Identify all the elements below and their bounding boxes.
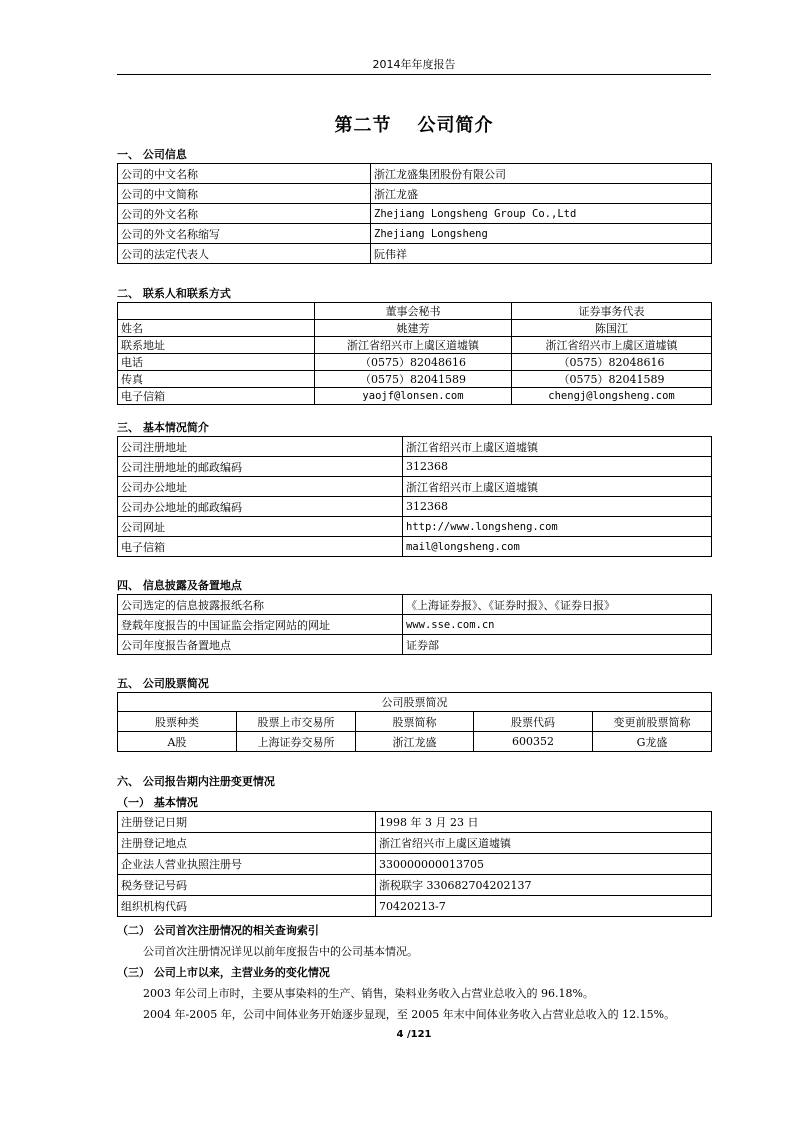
table-row bbox=[118, 204, 712, 224]
row-label: 公司办公地址的邮政编码 bbox=[118, 497, 403, 517]
table-row bbox=[118, 388, 712, 405]
row-value: （0575）82041589 bbox=[512, 371, 712, 388]
row-value: 70420213-7 bbox=[376, 896, 712, 917]
column-header: 股票种类 bbox=[118, 712, 237, 732]
website-link[interactable]: http://www.longsheng.com bbox=[403, 517, 712, 537]
row-value: 浙江龙盛 bbox=[371, 184, 712, 204]
row-value: 《上海证券报》、《证券时报》、《证券日报》 bbox=[403, 595, 712, 615]
row-label: 公司网址 bbox=[118, 517, 403, 537]
table-row bbox=[118, 164, 712, 184]
row-value: 浙税联字 330682704202137 bbox=[376, 875, 712, 896]
table-cell: G龙盛 bbox=[593, 732, 712, 752]
table-row bbox=[118, 854, 712, 875]
table-row bbox=[118, 833, 712, 854]
title-section-number: 第二节 bbox=[334, 115, 392, 136]
section2-heading: 二、 联系人和联系方式 bbox=[117, 287, 231, 300]
email-link[interactable]: mail@longsheng.com bbox=[403, 537, 712, 557]
table-row bbox=[118, 371, 712, 388]
table-header-row bbox=[118, 712, 712, 732]
col-secretary: 董事会秘书 bbox=[315, 303, 512, 320]
business-paragraph-1: 2003 年公司上市时，主要从事染料的生产、销售，染料业务收入占营业总收入的 96.18%。 bbox=[143, 987, 594, 1000]
column-header: 股票代码 bbox=[474, 712, 593, 732]
row-value: 312368 bbox=[403, 457, 712, 477]
column-header: 股票简称 bbox=[356, 712, 474, 732]
table-row bbox=[118, 693, 712, 712]
table-row bbox=[118, 595, 712, 615]
row-label: 注册登记地点 bbox=[118, 833, 376, 854]
page-title bbox=[117, 111, 711, 137]
disclosure-table bbox=[117, 594, 712, 655]
table-row bbox=[118, 477, 712, 497]
stock-table bbox=[117, 692, 712, 752]
column-header: 变更前股票简称 bbox=[593, 712, 712, 732]
table-row bbox=[118, 497, 712, 517]
row-value: 浙江省绍兴市上虞区道墟镇 bbox=[403, 477, 712, 497]
row-value: 证券部 bbox=[403, 635, 712, 655]
row-label: 电子信箱 bbox=[118, 537, 403, 557]
business-paragraph-2: 2004 年-2005 年，公司中间体业务开始逐步显现，至 2005 年末中间体业务收入占营业总收入的 12.15%。 bbox=[143, 1008, 676, 1021]
row-value: 浙江省绍兴市上虞区道墟镇 bbox=[403, 437, 712, 457]
row-label: 公司的中文名称 bbox=[118, 164, 371, 184]
table-row bbox=[118, 732, 712, 752]
row-label: 公司选定的信息披露报纸名称 bbox=[118, 595, 403, 615]
table-row bbox=[118, 184, 712, 204]
row-label: 公司的中文简称 bbox=[118, 184, 371, 204]
table-row bbox=[118, 303, 712, 320]
website-link[interactable]: www.sse.com.cn bbox=[403, 615, 712, 635]
row-value: 浙江省绍兴市上虞区道墟镇 bbox=[315, 337, 512, 354]
section6-heading: 六、 公司报告期内注册变更情况 bbox=[117, 775, 275, 788]
title-section-name: 公司简介 bbox=[417, 115, 494, 136]
row-label: 电子信箱 bbox=[118, 388, 315, 405]
registration-table bbox=[117, 811, 712, 917]
table-cell: A股 bbox=[118, 732, 237, 752]
table-row bbox=[118, 457, 712, 477]
page-header: 2014年年度报告 bbox=[372, 58, 456, 71]
row-value: （0575）82048616 bbox=[315, 354, 512, 371]
row-value: 阮伟祥 bbox=[371, 244, 712, 264]
table-row bbox=[118, 354, 712, 371]
table-cell: 浙江龙盛 bbox=[356, 732, 474, 752]
row-value: Zhejiang Longsheng Group Co.,Ltd bbox=[371, 204, 712, 224]
table-row bbox=[118, 244, 712, 264]
table-row bbox=[118, 896, 712, 917]
empty-cell bbox=[118, 303, 315, 320]
stock-table-title: 公司股票简况 bbox=[118, 693, 712, 712]
subsection-basic-heading: （一） 基本情况 bbox=[117, 796, 198, 809]
header-rule bbox=[117, 74, 711, 75]
row-label: 公司注册地址 bbox=[118, 437, 403, 457]
table-cell: 600352 bbox=[474, 732, 593, 752]
subsection-query-heading: （二） 公司首次注册情况的相关查询索引 bbox=[117, 924, 319, 937]
contact-table bbox=[117, 302, 712, 405]
table-row bbox=[118, 812, 712, 833]
row-value: Zhejiang Longsheng bbox=[371, 224, 712, 244]
row-label: 公司办公地址 bbox=[118, 477, 403, 497]
row-label: 注册登记日期 bbox=[118, 812, 376, 833]
row-value: 姚建芳 bbox=[315, 320, 512, 337]
table-row bbox=[118, 517, 712, 537]
row-value: 浙江省绍兴市上虞区道墟镇 bbox=[512, 337, 712, 354]
row-label: 组织机构代码 bbox=[118, 896, 376, 917]
row-value: （0575）82048616 bbox=[512, 354, 712, 371]
row-value: （0575）82041589 bbox=[315, 371, 512, 388]
table-row bbox=[118, 875, 712, 896]
row-value: 浙江省绍兴市上虞区道墟镇 bbox=[376, 833, 712, 854]
row-value: 330000000013705 bbox=[376, 854, 712, 875]
row-value: 312368 bbox=[403, 497, 712, 517]
row-label: 税务登记号码 bbox=[118, 875, 376, 896]
query-paragraph: 公司首次注册情况详见以前年度报告中的公司基本情况。 bbox=[143, 945, 418, 958]
row-value: yaojf@lonsen.com bbox=[315, 388, 512, 405]
column-header: 股票上市交易所 bbox=[237, 712, 356, 732]
row-value: 陈国江 bbox=[512, 320, 712, 337]
table-row bbox=[118, 437, 712, 457]
table-row bbox=[118, 320, 712, 337]
section3-heading: 三、 基本情况简介 bbox=[117, 421, 209, 434]
row-label: 公司年度报告备置地点 bbox=[118, 635, 403, 655]
row-value: 1998 年 3 月 23 日 bbox=[376, 812, 712, 833]
row-value: chengj@longsheng.com bbox=[512, 388, 712, 405]
row-label: 公司的法定代表人 bbox=[118, 244, 371, 264]
row-value: 浙江龙盛集团股份有限公司 bbox=[371, 164, 712, 184]
col-representative: 证券事务代表 bbox=[512, 303, 712, 320]
subsection-business-heading: （三） 公司上市以来，主营业务的变化情况 bbox=[117, 966, 330, 979]
section4-heading: 四、 信息披露及备置地点 bbox=[117, 579, 242, 592]
table-row bbox=[118, 224, 712, 244]
table-cell: 上海证券交易所 bbox=[237, 732, 356, 752]
section1-heading: 一、 公司信息 bbox=[117, 148, 187, 161]
row-label: 电话 bbox=[118, 354, 315, 371]
row-label: 公司注册地址的邮政编码 bbox=[118, 457, 403, 477]
table-row bbox=[118, 615, 712, 635]
row-label: 登载年度报告的中国证监会指定网站的网址 bbox=[118, 615, 403, 635]
row-label: 公司的外文名称 bbox=[118, 204, 371, 224]
row-label: 联系地址 bbox=[118, 337, 315, 354]
basic-info-table bbox=[117, 436, 712, 557]
row-label: 传真 bbox=[118, 371, 315, 388]
table-row bbox=[118, 537, 712, 557]
row-label: 公司的外文名称缩写 bbox=[118, 224, 371, 244]
table-row bbox=[118, 635, 712, 655]
page-number: 4 /121 bbox=[396, 1029, 432, 1040]
row-label: 企业法人营业执照注册号 bbox=[118, 854, 376, 875]
company-info-table bbox=[117, 163, 712, 264]
section5-heading: 五、 公司股票简况 bbox=[117, 677, 209, 690]
table-row bbox=[118, 337, 712, 354]
row-label: 姓名 bbox=[118, 320, 315, 337]
